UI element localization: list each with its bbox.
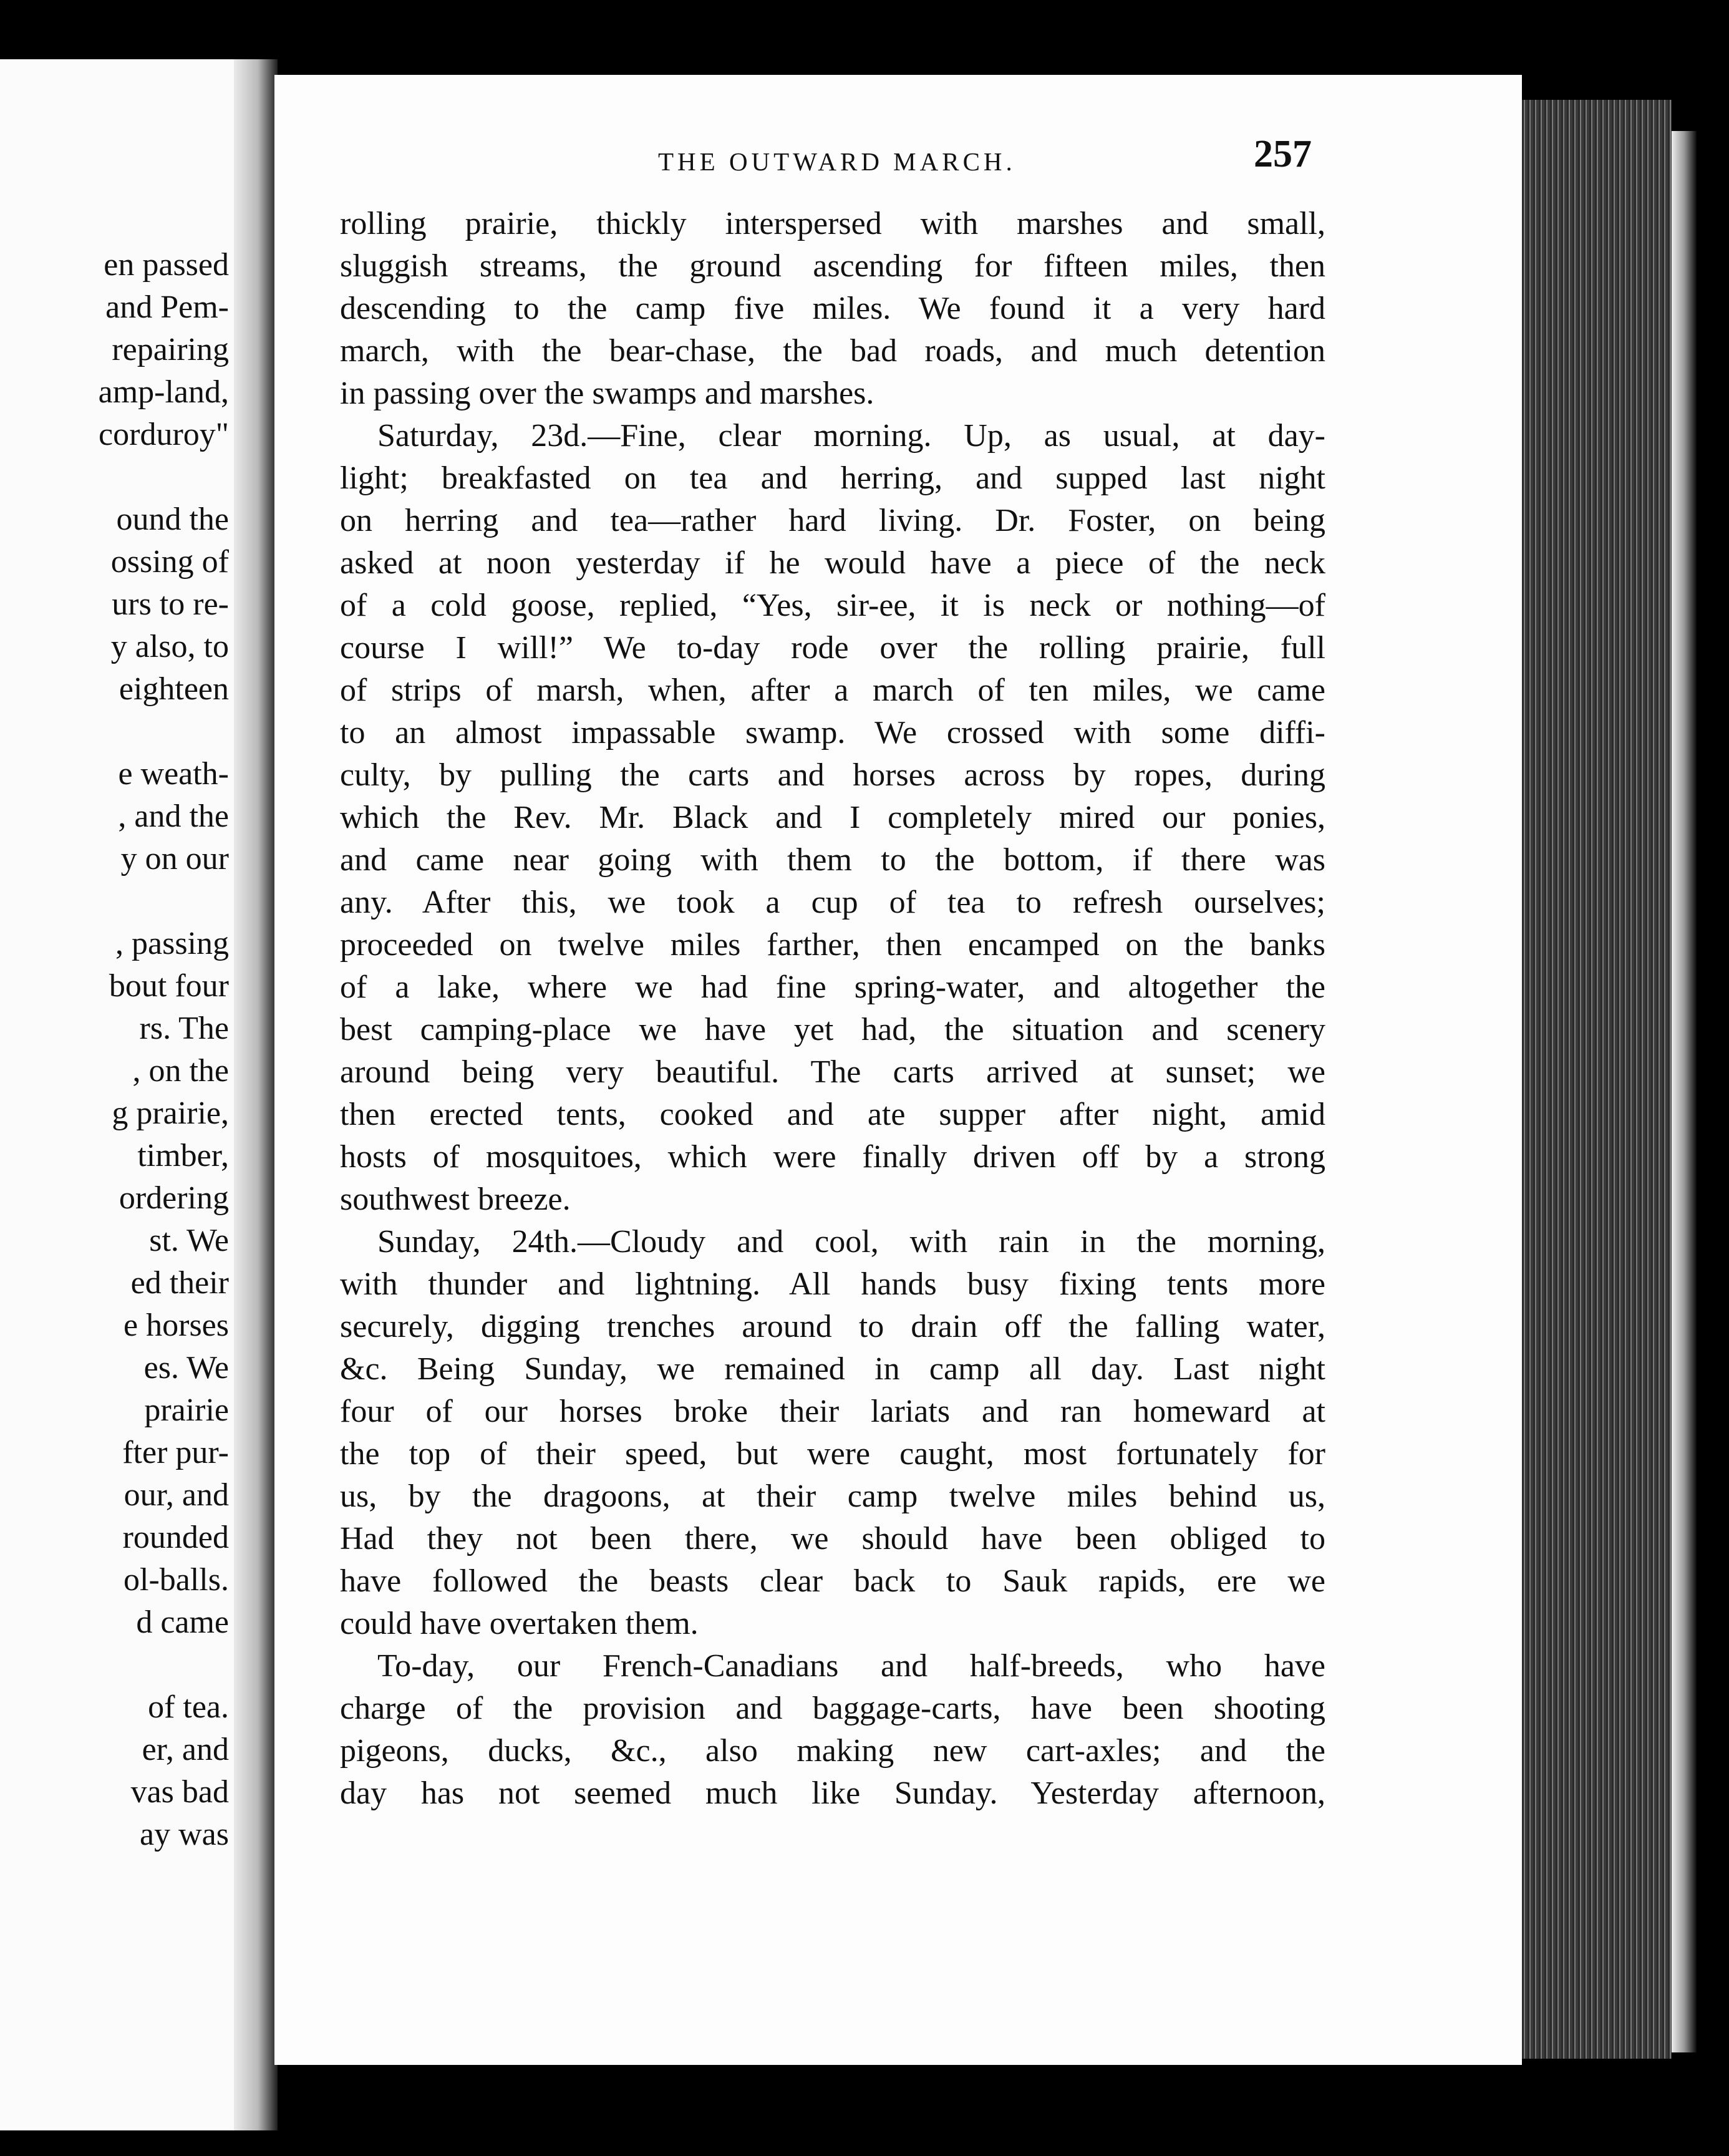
left-page-text-line: fter pur-: [122, 1435, 229, 1470]
left-page-text-line: timber,: [137, 1138, 229, 1173]
left-page-text-line: d came: [136, 1605, 229, 1640]
page-body-text: [340, 203, 1325, 1815]
text-line: day has not seemed much like Sunday. Yesterday afternoon,: [340, 1775, 1325, 1811]
left-page-text-line: ay was: [140, 1817, 229, 1852]
text-line: southwest breeze.: [340, 1182, 571, 1217]
left-page-text-line: repairing: [112, 332, 229, 367]
left-page-text-line: prairie: [144, 1392, 229, 1428]
text-line: best camping-place we have yet had, the situation and scenery: [340, 1012, 1325, 1047]
text-line: hosts of mosquitoes, which were finally driven off by a strong: [340, 1139, 1325, 1175]
left-page-text-line: en passed: [104, 247, 229, 283]
text-line: securely, digging trenches around to drain off the falling water,: [340, 1309, 1325, 1344]
left-page-text-line: urs to re-: [112, 586, 229, 622]
text-line: course I will!” We to-day rode over the rolling prairie, full: [340, 630, 1325, 666]
left-page-text-line: of tea.: [148, 1689, 229, 1725]
left-page-text-line: er, and: [142, 1732, 229, 1767]
text-line: march, with the bear-chase, the bad roads, and much detention: [340, 333, 1325, 369]
left-page-text-line: amp-land,: [98, 374, 229, 410]
right-page: [274, 75, 1522, 2065]
left-page-text-line: g prairie,: [112, 1095, 229, 1131]
text-line: and came near going with them to the bottom, if there was: [340, 842, 1325, 878]
page-number: 257: [1254, 133, 1312, 175]
text-line: then erected tents, cooked and ate supper after night, amid: [340, 1097, 1325, 1132]
text-line: could have overtaken them.: [340, 1606, 699, 1641]
text-line: asked at noon yesterday if he would have a piece of the neck: [340, 545, 1325, 581]
left-page-text-line: ound the: [116, 502, 229, 537]
text-line: four of our horses broke their lariats and ran homeward at: [340, 1394, 1325, 1429]
text-line: descending to the camp five miles. We found it a very hard: [340, 291, 1325, 326]
text-line: any. After this, we took a cup of tea to refresh ourselves;: [340, 885, 1325, 920]
left-page-text-line: st. We: [149, 1223, 229, 1258]
text-line: sluggish streams, the ground ascending for fifteen miles, then: [340, 248, 1325, 284]
left-page-text-line: y also, to: [110, 629, 229, 664]
text-line: in passing over the swamps and marshes.: [340, 376, 874, 411]
left-page-text-line: , and the: [118, 799, 229, 834]
text-line: Saturday, 23d.—Fine, clear morning. Up, as usual, at day-: [377, 418, 1325, 454]
text-line: us, by the dragoons, at their camp twelve miles behind us,: [340, 1479, 1325, 1514]
text-line: &c. Being Sunday, we remained in camp all day. Last night: [340, 1351, 1325, 1387]
left-page-text-line: e weath-: [118, 756, 229, 792]
text-line: to an almost impassable swamp. We crossed with some diffi-: [340, 715, 1325, 750]
left-page-text-line: , on the: [132, 1053, 229, 1089]
left-page-text-line: bout four: [109, 968, 229, 1004]
text-line: pigeons, ducks, &c., also making new cart-axles; and the: [340, 1733, 1325, 1769]
left-page-text-line: y on our: [120, 841, 229, 876]
page-edges: [1522, 100, 1672, 2059]
text-line: To-day, our French-Canadians and half-breeds, who have: [377, 1648, 1325, 1684]
left-page-text-line: ordering: [119, 1180, 229, 1216]
left-page-text-line: es. We: [143, 1350, 229, 1386]
left-page-text-line: vas bad: [130, 1774, 229, 1810]
left-page-text-line: corduroy": [99, 417, 229, 452]
left-page-text-line: ed their: [130, 1265, 229, 1301]
left-page-text-line: rounded: [122, 1520, 229, 1555]
text-line: of a lake, where we had fine spring-water, and altogether the: [340, 969, 1325, 1005]
text-line: rolling prairie, thickly interspersed with marshes and small,: [340, 206, 1325, 241]
text-line: of a cold goose, replied, “Yes, sir-ee, it is neck or nothing—of: [340, 588, 1325, 623]
text-line: around being very beautiful. The carts arrived at sunset; we: [340, 1054, 1325, 1090]
left-page-text-line: ol-balls.: [124, 1562, 229, 1598]
text-line: Sunday, 24th.—Cloudy and cool, with rain in the morning,: [377, 1224, 1325, 1260]
text-line: proceeded on twelve miles farther, then encamped on the banks: [340, 927, 1325, 963]
text-line: charge of the provision and baggage-carts, have been shooting: [340, 1691, 1325, 1726]
left-page-text-line: eighteen: [119, 671, 229, 707]
left-page-text-line: rs. The: [139, 1011, 229, 1046]
text-line: light; breakfasted on tea and herring, and supped last night: [340, 460, 1325, 496]
left-page-text-line: , passing: [115, 926, 229, 961]
left-facing-page: [0, 59, 238, 2130]
text-line: which the Rev. Mr. Black and I completely mired our ponies,: [340, 800, 1325, 835]
text-line: the top of their speed, but were caught, most fortunately for: [340, 1436, 1325, 1472]
left-page-text-line: ossing of: [110, 544, 229, 580]
text-line: of strips of marsh, when, after a march of ten miles, we came: [340, 673, 1325, 708]
left-page-text-line: e horses: [124, 1308, 229, 1343]
text-line: culty, by pulling the carts and horses across by ropes, during: [340, 757, 1325, 793]
text-line: Had they not been there, we should have been obliged to: [340, 1521, 1325, 1556]
left-page-text-line: our, and: [124, 1477, 229, 1513]
text-line: on herring and tea—rather hard living. Dr. Foster, on being: [340, 503, 1325, 538]
book-gutter: [234, 59, 278, 2130]
text-line: have followed the beasts clear back to Sauk rapids, ere we: [340, 1563, 1325, 1599]
book-fore-edge: [1672, 131, 1697, 2052]
running-title: THE OUTWARD MARCH.: [658, 147, 1016, 176]
text-line: with thunder and lightning. All hands busy fixing tents more: [340, 1266, 1325, 1302]
left-page-text-line: and Pem-: [105, 289, 229, 325]
